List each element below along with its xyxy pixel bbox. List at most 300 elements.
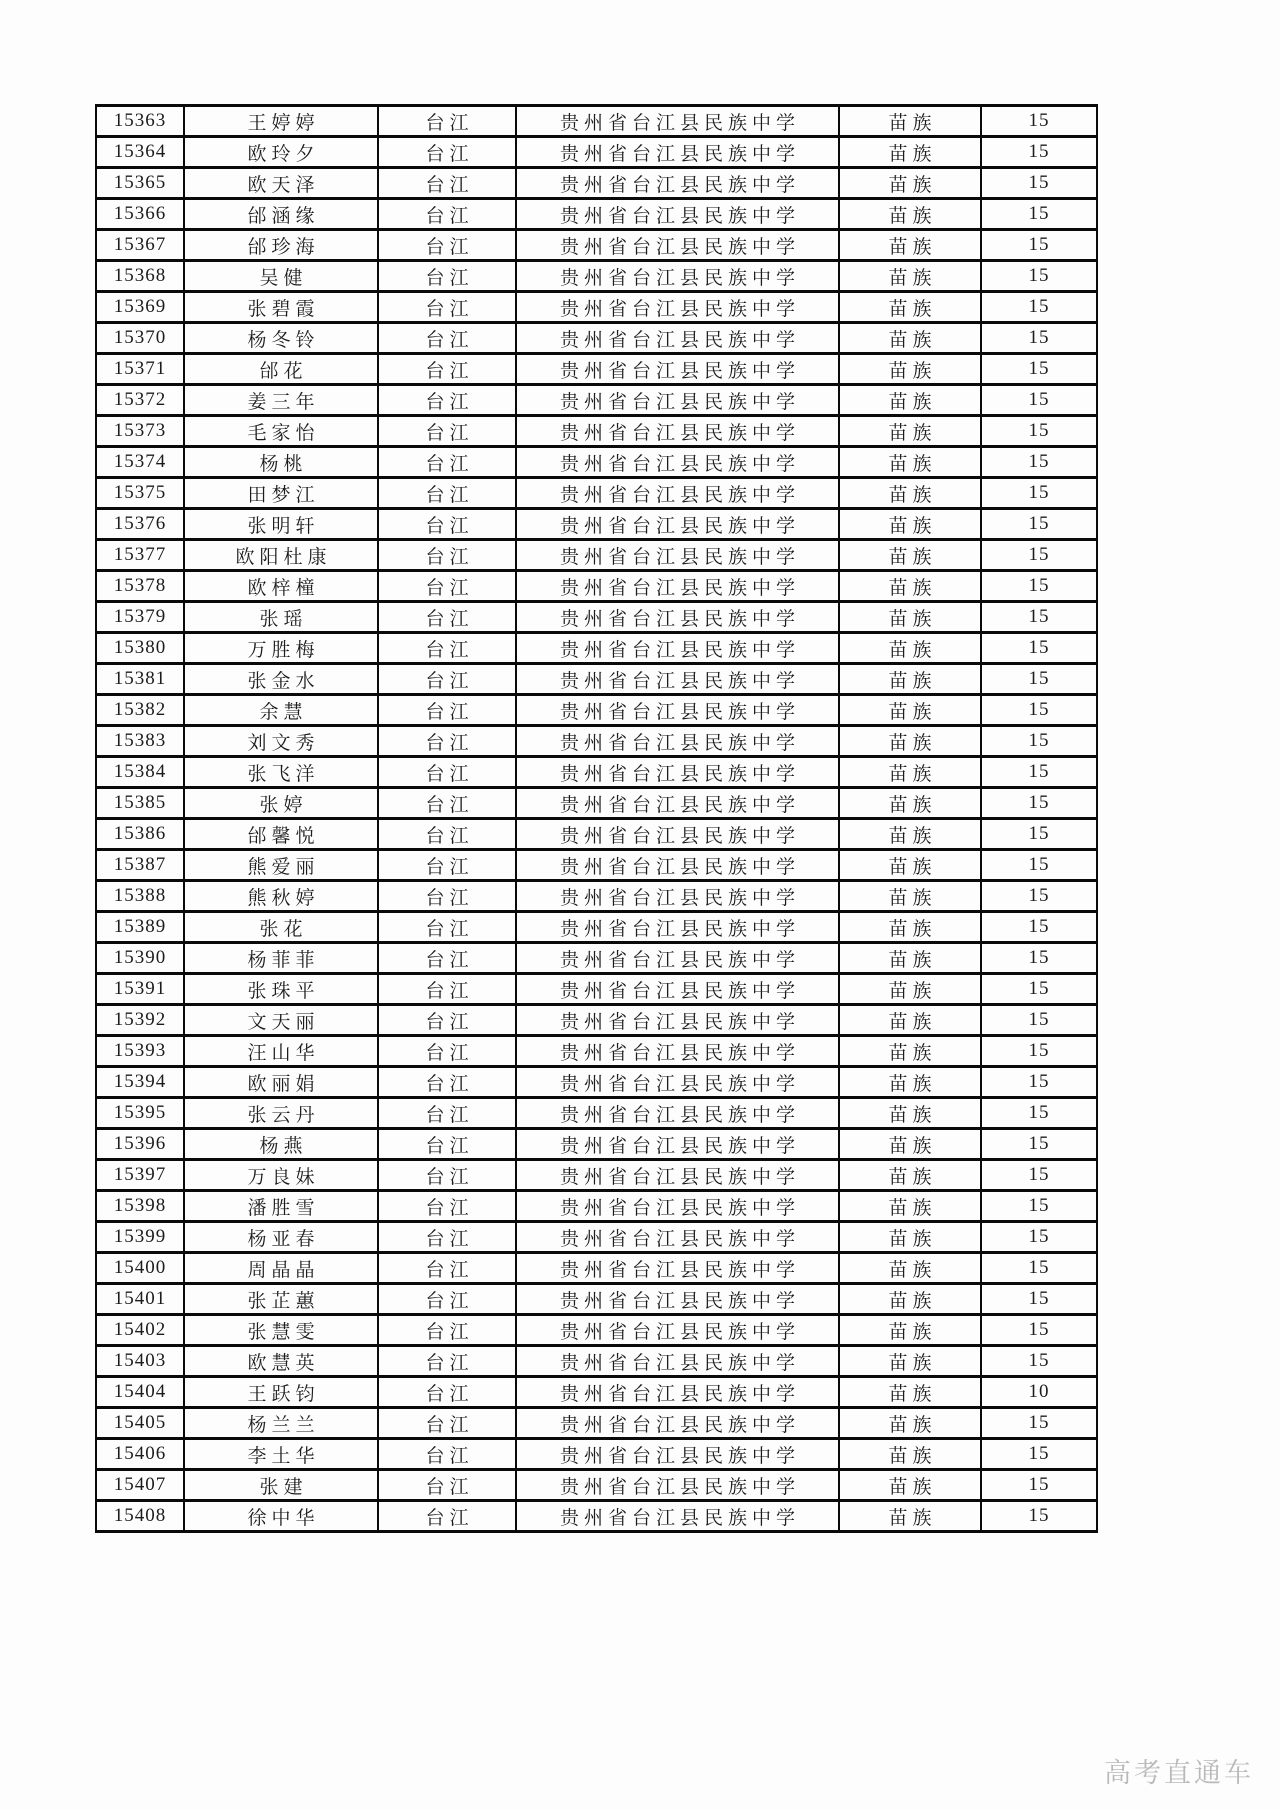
ethnicity-cell: 苗族 xyxy=(839,912,981,943)
ethnicity-cell: 苗族 xyxy=(839,1222,981,1253)
county-cell: 台江 xyxy=(378,881,516,912)
student-id-cell: 15401 xyxy=(96,1284,184,1315)
table-row xyxy=(96,261,1097,292)
county-cell: 台江 xyxy=(378,1501,516,1532)
ethnicity-cell: 苗族 xyxy=(839,1098,981,1129)
score-cell: 15 xyxy=(981,1036,1097,1067)
student-id-cell: 15394 xyxy=(96,1067,184,1098)
county-cell: 台江 xyxy=(378,1067,516,1098)
school-cell: 贵州省台江县民族中学 xyxy=(516,633,839,664)
county-cell: 台江 xyxy=(378,850,516,881)
ethnicity-cell: 苗族 xyxy=(839,1191,981,1222)
student-name-cell: 文天丽 xyxy=(184,1005,378,1036)
table-row xyxy=(96,1005,1097,1036)
table-row xyxy=(96,478,1097,509)
county-cell: 台江 xyxy=(378,571,516,602)
county-cell: 台江 xyxy=(378,695,516,726)
table-row xyxy=(96,385,1097,416)
student-name-cell: 邰花 xyxy=(184,354,378,385)
student-name-cell: 王婷婷 xyxy=(184,106,378,137)
score-cell: 15 xyxy=(981,1067,1097,1098)
ethnicity-cell: 苗族 xyxy=(839,1377,981,1408)
table-row xyxy=(96,137,1097,168)
ethnicity-cell: 苗族 xyxy=(839,1470,981,1501)
student-name-cell: 张云丹 xyxy=(184,1098,378,1129)
score-cell: 15 xyxy=(981,1129,1097,1160)
county-cell: 台江 xyxy=(378,757,516,788)
student-id-cell: 15379 xyxy=(96,602,184,633)
student-name-cell: 熊爱丽 xyxy=(184,850,378,881)
student-name-cell: 刘文秀 xyxy=(184,726,378,757)
table-row xyxy=(96,819,1097,850)
student-name-cell: 田梦江 xyxy=(184,478,378,509)
school-cell: 贵州省台江县民族中学 xyxy=(516,1470,839,1501)
students-table-body xyxy=(96,106,1097,1532)
score-cell: 15 xyxy=(981,1253,1097,1284)
score-cell: 15 xyxy=(981,757,1097,788)
student-id-cell: 15390 xyxy=(96,943,184,974)
table-row xyxy=(96,1253,1097,1284)
school-cell: 贵州省台江县民族中学 xyxy=(516,1098,839,1129)
score-cell: 15 xyxy=(981,509,1097,540)
table-row xyxy=(96,1408,1097,1439)
county-cell: 台江 xyxy=(378,509,516,540)
school-cell: 贵州省台江县民族中学 xyxy=(516,726,839,757)
score-cell: 15 xyxy=(981,168,1097,199)
student-id-cell: 15378 xyxy=(96,571,184,602)
ethnicity-cell: 苗族 xyxy=(839,540,981,571)
school-cell: 贵州省台江县民族中学 xyxy=(516,757,839,788)
county-cell: 台江 xyxy=(378,478,516,509)
students-table xyxy=(95,104,1098,1533)
table-row xyxy=(96,1470,1097,1501)
school-cell: 贵州省台江县民族中学 xyxy=(516,478,839,509)
table-row xyxy=(96,540,1097,571)
table-row xyxy=(96,633,1097,664)
student-id-cell: 15396 xyxy=(96,1129,184,1160)
table-row xyxy=(96,106,1097,137)
student-id-cell: 15405 xyxy=(96,1408,184,1439)
student-name-cell: 汪山华 xyxy=(184,1036,378,1067)
student-name-cell: 杨兰兰 xyxy=(184,1408,378,1439)
ethnicity-cell: 苗族 xyxy=(839,230,981,261)
school-cell: 贵州省台江县民族中学 xyxy=(516,137,839,168)
student-id-cell: 15387 xyxy=(96,850,184,881)
ethnicity-cell: 苗族 xyxy=(839,261,981,292)
score-cell: 15 xyxy=(981,447,1097,478)
ethnicity-cell: 苗族 xyxy=(839,509,981,540)
student-id-cell: 15382 xyxy=(96,695,184,726)
school-cell: 贵州省台江县民族中学 xyxy=(516,912,839,943)
ethnicity-cell: 苗族 xyxy=(839,602,981,633)
table-row xyxy=(96,1377,1097,1408)
county-cell: 台江 xyxy=(378,1315,516,1346)
table-row xyxy=(96,757,1097,788)
student-id-cell: 15380 xyxy=(96,633,184,664)
table-row xyxy=(96,292,1097,323)
student-id-cell: 15363 xyxy=(96,106,184,137)
school-cell: 贵州省台江县民族中学 xyxy=(516,1284,839,1315)
ethnicity-cell: 苗族 xyxy=(839,1408,981,1439)
student-name-cell: 李土华 xyxy=(184,1439,378,1470)
county-cell: 台江 xyxy=(378,354,516,385)
table-row xyxy=(96,788,1097,819)
student-name-cell: 张金水 xyxy=(184,664,378,695)
school-cell: 贵州省台江县民族中学 xyxy=(516,292,839,323)
ethnicity-cell: 苗族 xyxy=(839,137,981,168)
score-cell: 15 xyxy=(981,199,1097,230)
school-cell: 贵州省台江县民族中学 xyxy=(516,1067,839,1098)
county-cell: 台江 xyxy=(378,1253,516,1284)
student-name-cell: 邰涵缘 xyxy=(184,199,378,230)
student-id-cell: 15364 xyxy=(96,137,184,168)
score-cell: 15 xyxy=(981,1439,1097,1470)
student-id-cell: 15389 xyxy=(96,912,184,943)
student-name-cell: 徐中华 xyxy=(184,1501,378,1532)
student-id-cell: 15369 xyxy=(96,292,184,323)
score-cell: 15 xyxy=(981,1160,1097,1191)
county-cell: 台江 xyxy=(378,1005,516,1036)
student-id-cell: 15377 xyxy=(96,540,184,571)
student-id-cell: 15395 xyxy=(96,1098,184,1129)
student-name-cell: 吴健 xyxy=(184,261,378,292)
county-cell: 台江 xyxy=(378,540,516,571)
score-cell: 15 xyxy=(981,1098,1097,1129)
ethnicity-cell: 苗族 xyxy=(839,354,981,385)
school-cell: 贵州省台江县民族中学 xyxy=(516,540,839,571)
ethnicity-cell: 苗族 xyxy=(839,881,981,912)
school-cell: 贵州省台江县民族中学 xyxy=(516,354,839,385)
ethnicity-cell: 苗族 xyxy=(839,1036,981,1067)
score-cell: 15 xyxy=(981,1222,1097,1253)
ethnicity-cell: 苗族 xyxy=(839,726,981,757)
student-id-cell: 15365 xyxy=(96,168,184,199)
score-cell: 15 xyxy=(981,261,1097,292)
student-id-cell: 15399 xyxy=(96,1222,184,1253)
ethnicity-cell: 苗族 xyxy=(839,1160,981,1191)
county-cell: 台江 xyxy=(378,230,516,261)
school-cell: 贵州省台江县民族中学 xyxy=(516,168,839,199)
ethnicity-cell: 苗族 xyxy=(839,1129,981,1160)
county-cell: 台江 xyxy=(378,106,516,137)
school-cell: 贵州省台江县民族中学 xyxy=(516,1160,839,1191)
score-cell: 15 xyxy=(981,695,1097,726)
score-cell: 15 xyxy=(981,571,1097,602)
student-name-cell: 王跃钧 xyxy=(184,1377,378,1408)
school-cell: 贵州省台江县民族中学 xyxy=(516,571,839,602)
table-row xyxy=(96,602,1097,633)
school-cell: 贵州省台江县民族中学 xyxy=(516,1036,839,1067)
school-cell: 贵州省台江县民族中学 xyxy=(516,1346,839,1377)
student-name-cell: 邰馨悦 xyxy=(184,819,378,850)
student-name-cell: 万胜梅 xyxy=(184,633,378,664)
table-row xyxy=(96,509,1097,540)
school-cell: 贵州省台江县民族中学 xyxy=(516,1222,839,1253)
school-cell: 贵州省台江县民族中学 xyxy=(516,323,839,354)
score-cell: 15 xyxy=(981,912,1097,943)
table-row xyxy=(96,416,1097,447)
county-cell: 台江 xyxy=(378,137,516,168)
ethnicity-cell: 苗族 xyxy=(839,106,981,137)
school-cell: 贵州省台江县民族中学 xyxy=(516,850,839,881)
student-name-cell: 张慧雯 xyxy=(184,1315,378,1346)
score-cell: 15 xyxy=(981,323,1097,354)
school-cell: 贵州省台江县民族中学 xyxy=(516,509,839,540)
score-cell: 15 xyxy=(981,633,1097,664)
county-cell: 台江 xyxy=(378,602,516,633)
school-cell: 贵州省台江县民族中学 xyxy=(516,602,839,633)
school-cell: 贵州省台江县民族中学 xyxy=(516,199,839,230)
student-id-cell: 15373 xyxy=(96,416,184,447)
school-cell: 贵州省台江县民族中学 xyxy=(516,819,839,850)
table-row xyxy=(96,571,1097,602)
school-cell: 贵州省台江县民族中学 xyxy=(516,1501,839,1532)
table-row xyxy=(96,199,1097,230)
student-id-cell: 15384 xyxy=(96,757,184,788)
county-cell: 台江 xyxy=(378,1160,516,1191)
table-row xyxy=(96,1222,1097,1253)
county-cell: 台江 xyxy=(378,199,516,230)
student-id-cell: 15408 xyxy=(96,1501,184,1532)
ethnicity-cell: 苗族 xyxy=(839,1439,981,1470)
ethnicity-cell: 苗族 xyxy=(839,695,981,726)
ethnicity-cell: 苗族 xyxy=(839,943,981,974)
school-cell: 贵州省台江县民族中学 xyxy=(516,1377,839,1408)
ethnicity-cell: 苗族 xyxy=(839,1005,981,1036)
table-row xyxy=(96,323,1097,354)
county-cell: 台江 xyxy=(378,912,516,943)
score-cell: 15 xyxy=(981,943,1097,974)
ethnicity-cell: 苗族 xyxy=(839,974,981,1005)
ethnicity-cell: 苗族 xyxy=(839,199,981,230)
county-cell: 台江 xyxy=(378,261,516,292)
county-cell: 台江 xyxy=(378,416,516,447)
school-cell: 贵州省台江县民族中学 xyxy=(516,385,839,416)
table-row xyxy=(96,1284,1097,1315)
student-id-cell: 15383 xyxy=(96,726,184,757)
score-cell: 15 xyxy=(981,1191,1097,1222)
student-id-cell: 15370 xyxy=(96,323,184,354)
student-id-cell: 15393 xyxy=(96,1036,184,1067)
table-row xyxy=(96,1346,1097,1377)
ethnicity-cell: 苗族 xyxy=(839,788,981,819)
ethnicity-cell: 苗族 xyxy=(839,1253,981,1284)
school-cell: 贵州省台江县民族中学 xyxy=(516,1005,839,1036)
student-id-cell: 15371 xyxy=(96,354,184,385)
student-id-cell: 15372 xyxy=(96,385,184,416)
school-cell: 贵州省台江县民族中学 xyxy=(516,974,839,1005)
score-cell: 15 xyxy=(981,1005,1097,1036)
score-cell: 10 xyxy=(981,1377,1097,1408)
score-cell: 15 xyxy=(981,1470,1097,1501)
county-cell: 台江 xyxy=(378,168,516,199)
score-cell: 15 xyxy=(981,385,1097,416)
score-cell: 15 xyxy=(981,819,1097,850)
student-name-cell: 张飞洋 xyxy=(184,757,378,788)
county-cell: 台江 xyxy=(378,1222,516,1253)
score-cell: 15 xyxy=(981,1501,1097,1532)
student-id-cell: 15381 xyxy=(96,664,184,695)
school-cell: 贵州省台江县民族中学 xyxy=(516,664,839,695)
student-id-cell: 15386 xyxy=(96,819,184,850)
student-name-cell: 欧梓橦 xyxy=(184,571,378,602)
school-cell: 贵州省台江县民族中学 xyxy=(516,230,839,261)
table-row xyxy=(96,1067,1097,1098)
school-cell: 贵州省台江县民族中学 xyxy=(516,416,839,447)
ethnicity-cell: 苗族 xyxy=(839,571,981,602)
score-cell: 15 xyxy=(981,1408,1097,1439)
student-name-cell: 杨燕 xyxy=(184,1129,378,1160)
student-name-cell: 欧慧英 xyxy=(184,1346,378,1377)
score-cell: 15 xyxy=(981,416,1097,447)
student-id-cell: 15404 xyxy=(96,1377,184,1408)
score-cell: 15 xyxy=(981,602,1097,633)
student-name-cell: 杨冬铃 xyxy=(184,323,378,354)
county-cell: 台江 xyxy=(378,1377,516,1408)
score-cell: 15 xyxy=(981,881,1097,912)
table-row xyxy=(96,354,1097,385)
table-row xyxy=(96,1315,1097,1346)
score-cell: 15 xyxy=(981,230,1097,261)
county-cell: 台江 xyxy=(378,1439,516,1470)
county-cell: 台江 xyxy=(378,1346,516,1377)
student-id-cell: 15398 xyxy=(96,1191,184,1222)
table-row xyxy=(96,974,1097,1005)
student-id-cell: 15400 xyxy=(96,1253,184,1284)
student-name-cell: 万良妹 xyxy=(184,1160,378,1191)
student-name-cell: 杨桃 xyxy=(184,447,378,478)
student-id-cell: 15392 xyxy=(96,1005,184,1036)
student-id-cell: 15375 xyxy=(96,478,184,509)
school-cell: 贵州省台江县民族中学 xyxy=(516,1191,839,1222)
ethnicity-cell: 苗族 xyxy=(839,633,981,664)
student-name-cell: 杨菲菲 xyxy=(184,943,378,974)
school-cell: 贵州省台江县民族中学 xyxy=(516,943,839,974)
school-cell: 贵州省台江县民族中学 xyxy=(516,1253,839,1284)
table-row xyxy=(96,168,1097,199)
table-row xyxy=(96,943,1097,974)
school-cell: 贵州省台江县民族中学 xyxy=(516,881,839,912)
student-name-cell: 张建 xyxy=(184,1470,378,1501)
student-name-cell: 潘胜雪 xyxy=(184,1191,378,1222)
ethnicity-cell: 苗族 xyxy=(839,447,981,478)
ethnicity-cell: 苗族 xyxy=(839,168,981,199)
student-name-cell: 欧天泽 xyxy=(184,168,378,199)
student-name-cell: 张婷 xyxy=(184,788,378,819)
score-cell: 15 xyxy=(981,106,1097,137)
student-name-cell: 张珠平 xyxy=(184,974,378,1005)
county-cell: 台江 xyxy=(378,1408,516,1439)
student-id-cell: 15403 xyxy=(96,1346,184,1377)
student-id-cell: 15366 xyxy=(96,199,184,230)
ethnicity-cell: 苗族 xyxy=(839,664,981,695)
score-cell: 15 xyxy=(981,478,1097,509)
student-id-cell: 15376 xyxy=(96,509,184,540)
student-name-cell: 余慧 xyxy=(184,695,378,726)
student-name-cell: 张碧霞 xyxy=(184,292,378,323)
student-name-cell: 杨亚春 xyxy=(184,1222,378,1253)
table-row xyxy=(96,1098,1097,1129)
score-cell: 15 xyxy=(981,1284,1097,1315)
school-cell: 贵州省台江县民族中学 xyxy=(516,261,839,292)
score-cell: 15 xyxy=(981,1346,1097,1377)
student-id-cell: 15391 xyxy=(96,974,184,1005)
student-name-cell: 欧玲夕 xyxy=(184,137,378,168)
table-row xyxy=(96,664,1097,695)
school-cell: 贵州省台江县民族中学 xyxy=(516,1129,839,1160)
student-id-cell: 15385 xyxy=(96,788,184,819)
student-id-cell: 15397 xyxy=(96,1160,184,1191)
student-name-cell: 邰珍海 xyxy=(184,230,378,261)
table-row xyxy=(96,726,1097,757)
ethnicity-cell: 苗族 xyxy=(839,478,981,509)
ethnicity-cell: 苗族 xyxy=(839,292,981,323)
score-cell: 15 xyxy=(981,974,1097,1005)
county-cell: 台江 xyxy=(378,292,516,323)
student-name-cell: 张花 xyxy=(184,912,378,943)
table-row xyxy=(96,850,1097,881)
ethnicity-cell: 苗族 xyxy=(839,1284,981,1315)
table-row xyxy=(96,881,1097,912)
county-cell: 台江 xyxy=(378,1098,516,1129)
county-cell: 台江 xyxy=(378,1036,516,1067)
score-cell: 15 xyxy=(981,664,1097,695)
student-id-cell: 15402 xyxy=(96,1315,184,1346)
student-id-cell: 15388 xyxy=(96,881,184,912)
ethnicity-cell: 苗族 xyxy=(839,323,981,354)
county-cell: 台江 xyxy=(378,726,516,757)
school-cell: 贵州省台江县民族中学 xyxy=(516,1315,839,1346)
table-row xyxy=(96,1191,1097,1222)
table-row xyxy=(96,1160,1097,1191)
school-cell: 贵州省台江县民族中学 xyxy=(516,788,839,819)
school-cell: 贵州省台江县民族中学 xyxy=(516,447,839,478)
score-cell: 15 xyxy=(981,850,1097,881)
school-cell: 贵州省台江县民族中学 xyxy=(516,1408,839,1439)
score-cell: 15 xyxy=(981,1315,1097,1346)
school-cell: 贵州省台江县民族中学 xyxy=(516,695,839,726)
county-cell: 台江 xyxy=(378,1129,516,1160)
table-row xyxy=(96,1439,1097,1470)
table-row xyxy=(96,1129,1097,1160)
county-cell: 台江 xyxy=(378,1284,516,1315)
ethnicity-cell: 苗族 xyxy=(839,850,981,881)
ethnicity-cell: 苗族 xyxy=(839,1346,981,1377)
score-cell: 15 xyxy=(981,540,1097,571)
ethnicity-cell: 苗族 xyxy=(839,1501,981,1532)
score-cell: 15 xyxy=(981,137,1097,168)
score-cell: 15 xyxy=(981,788,1097,819)
student-id-cell: 15368 xyxy=(96,261,184,292)
county-cell: 台江 xyxy=(378,633,516,664)
school-cell: 贵州省台江县民族中学 xyxy=(516,1439,839,1470)
school-cell: 贵州省台江县民族中学 xyxy=(516,106,839,137)
student-name-cell: 张芷蕙 xyxy=(184,1284,378,1315)
student-name-cell: 张瑶 xyxy=(184,602,378,633)
ethnicity-cell: 苗族 xyxy=(839,757,981,788)
table-row xyxy=(96,1501,1097,1532)
score-cell: 15 xyxy=(981,292,1097,323)
watermark-text: 高考直通车 xyxy=(1104,1758,1254,1788)
ethnicity-cell: 苗族 xyxy=(839,1315,981,1346)
county-cell: 台江 xyxy=(378,323,516,354)
student-name-cell: 熊秋婷 xyxy=(184,881,378,912)
ethnicity-cell: 苗族 xyxy=(839,416,981,447)
county-cell: 台江 xyxy=(378,943,516,974)
county-cell: 台江 xyxy=(378,447,516,478)
ethnicity-cell: 苗族 xyxy=(839,819,981,850)
table-row xyxy=(96,912,1097,943)
